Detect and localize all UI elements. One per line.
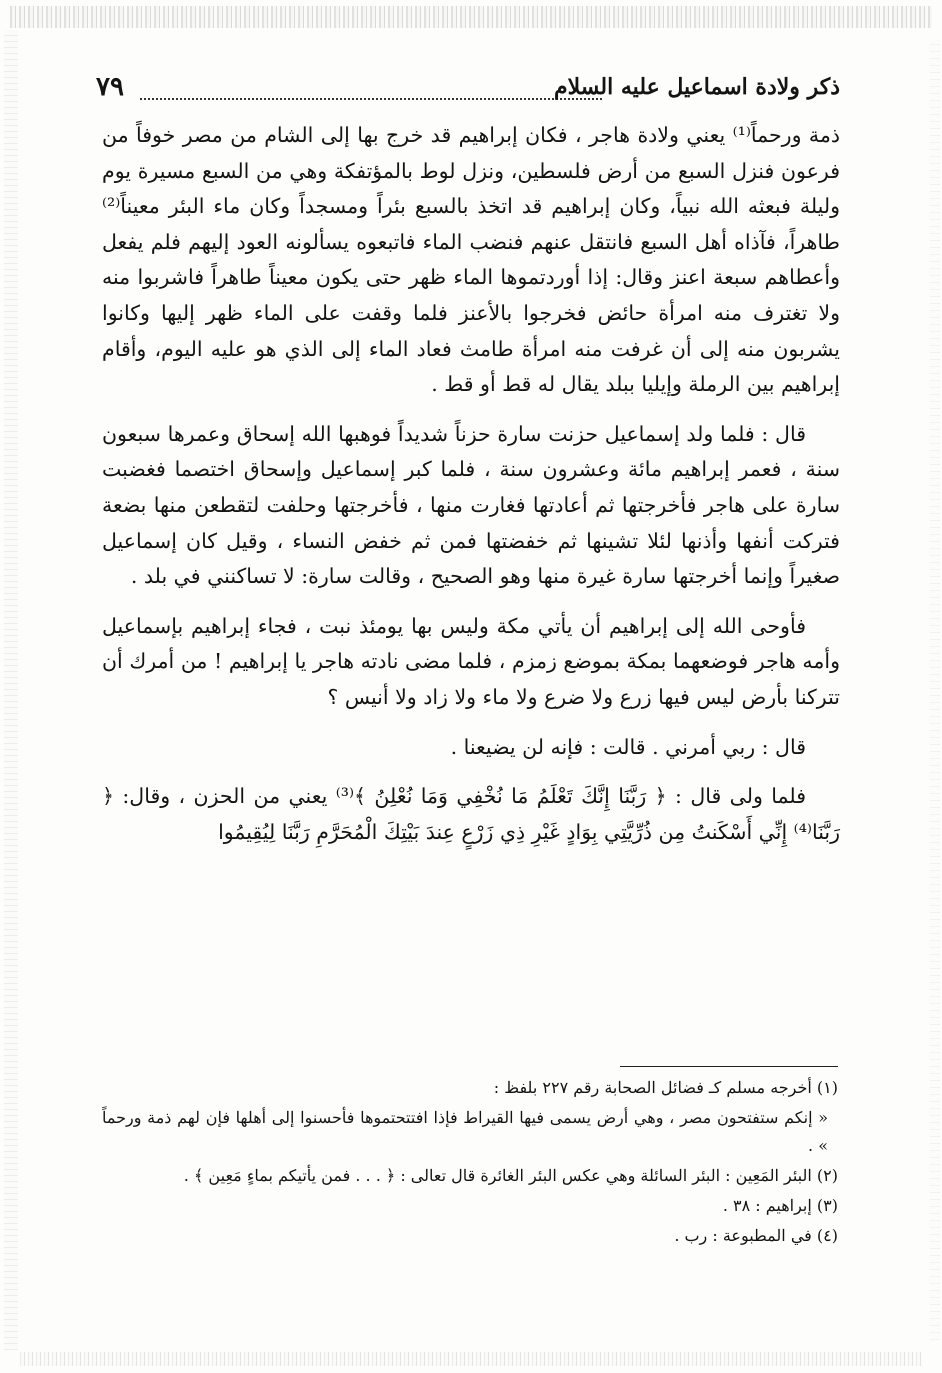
scan-edge-bottom — [20, 1352, 922, 1366]
paragraph-1: ذمة ورحماً⁽¹⁾ يعني ولادة هاجر ، فكان إبراهيم قد خرج بها إلى الشام من مصر خوفاً من فرعون فنزل السبع من أرض فلسطين، ونزل لوط بالمؤتفكة وهي من السبع مسيرة يوم وليلة فبعثه الله نبياً، وكان إبراهيم قد اتخذ بالسبع بئراً ومسجداً وكان ماء البئر معيناً⁽²⁾ طاهراً، فآذاه أهل السبع فانتقل عنهم فنضب الماء فاتبعوه يسألونه العود إليهم فلم يفعل وأعطاهم سبعة اعنز وقال: إذا أوردتموها الماء ظهر حتى يكون معيناً طاهراً فاشربوا منه ولا تغترف منه امرأة حائض فخرجوا بالأعنز فلما وقفت على الماء ظهر إليها وكانوا يشربون منه إلى أن غرفت منه امرأة طامث فعاد الماء إلى الذي هو عليه اليوم، وأقام إبراهيم بين الرملة وإيليا ببلد يقال له قط أو قط . — [102, 123, 840, 397]
paragraph-5: فلما ولى قال : ﴿ رَبَّنَا إِنَّكَ تَعْلَمُ مَا نُخْفِي وَمَا نُعْلِنُ ﴾⁽³⁾ يعني من الحزن ، وقال: ﴿ رَبَّنَا⁽⁴⁾ إِنِّي أَسْكَنتُ مِن ذُرِّيَّتِي بِوَادٍ غَيْرِ ذِي زَرْعٍ عِندَ بَيْتِكَ الْمُحَرَّمِ رَبَّنَا لِيُقِيمُوا — [102, 784, 840, 844]
footnotes — [102, 1074, 838, 1250]
main-text — [102, 118, 840, 850]
footnote-4: (٤) في المطبوعة : رب . — [674, 1226, 838, 1245]
footnote-2: (٢) البئر المَعِين : البئر السائلة وهي عكس البئر الغائرة قال تعالى : ﴿ . . . فمن يأتيكم بماءٍ مَعِين ﴾ . — [183, 1166, 838, 1185]
footnote-1: (١) أخرجه مسلم كـ فضائل الصحابة رقم ٢٢٧ بلفظ : — [493, 1078, 838, 1097]
footnote-3: (٣) إبراهيم : ٣٨ . — [722, 1196, 838, 1215]
paragraph-4: قال : ربي أمرني . قالت : فإنه لن يضيعنا . — [450, 734, 806, 759]
paragraph-3: فأوحى الله إلى إبراهيم أن يأتي مكة وليس بها يومئذ نبت ، فجاء إبراهيم بإسماعيل وأمه هاجر فوضعهما بمكة بموضع زمزم ، فلما مضى نادته هاجر يا إبراهيم ! من أمرك أن تتركنا بأرض ليس فيها زرع ولا ضرع ولا ماء ولا زاد ولا أنيس ؟ — [102, 613, 840, 709]
header-leader-dots — [140, 98, 602, 100]
scan-edge-top — [10, 6, 932, 28]
footnote-1-hadith: « إنكم ستفتحون مصر ، وهي أرض يسمى فيها القيراط فإذا افتتحتموها فأحسنوا إلى أهلها فإن لهم ذمة ورحماً » . — [102, 1108, 828, 1155]
scan-edge-right — [930, 40, 940, 1340]
chapter-title: ذكر ولادة اسماعيل عليه السلام — [554, 74, 840, 100]
page-number: ٧٩ — [96, 72, 124, 102]
scan-edge-left — [4, 30, 18, 1350]
paragraph-2: قال : فلما ولد إسماعيل حزنت سارة حزناً شديداً فوهبها الله إسحاق وعمرها سبعون سنة ، فعمر إبراهيم مائة وعشرون سنة ، فلما كبر إسماعيل وإسحاق اختصما فغضبت سارة على هاجر فأخرجتها ثم أعادتها فغارت منها ، فأخرجتها وحلفت لتقطعن منها بضعة فتركت أنفها وأذنها لئلا تشينها ثم خفضتها فمن ثم خفض النساء ، وقيل كان إسماعيل صغيراً وإنما أخرجتها سارة غيرة منها وهو الصحيح ، وقالت سارة: لا تساكنني في بلد . — [102, 421, 840, 589]
running-header — [96, 72, 840, 110]
footnote-separator — [620, 1066, 838, 1067]
